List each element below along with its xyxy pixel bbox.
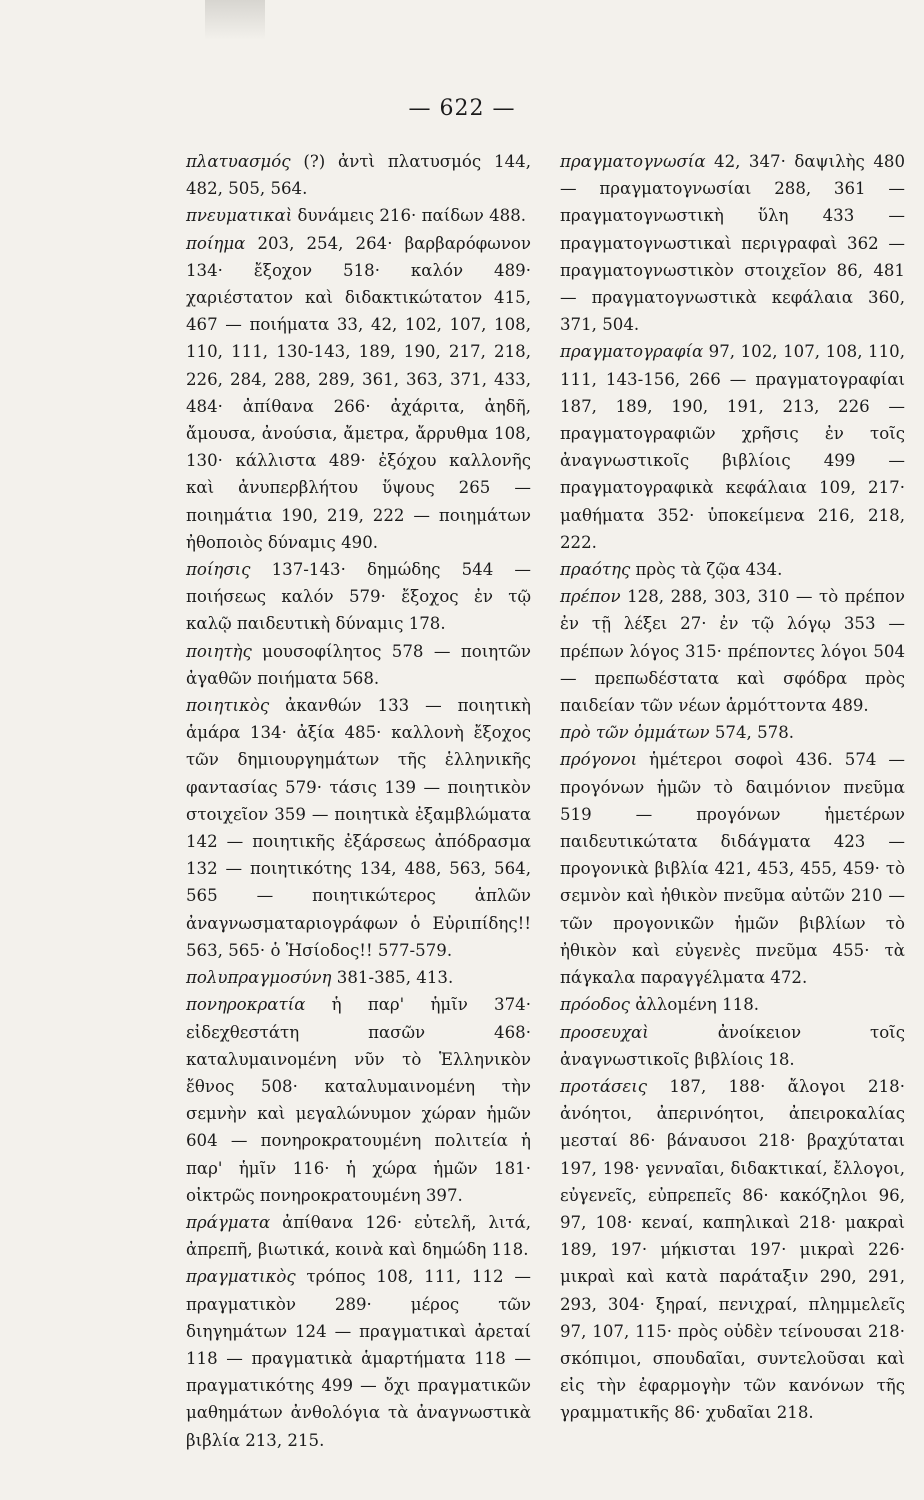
index-entry <box>186 692 531 964</box>
entry-body: πρὸς τὰ ζῷα 434. <box>630 560 783 580</box>
index-column-left <box>186 148 531 1454</box>
index-entry <box>560 148 905 338</box>
entry-body: 42, 347· δαψιλὴς 480 — πραγματογνωσίαι 288, 361 — πραγματογνωστικὴ ὕλη 433 — πραγματογνωστικαὶ περιγραφαὶ 362 — πραγματογνωστικὸν στοιχεῖον 86, 481 — πραγματογνωστικὰ κεφάλαια 360, 371, 504. <box>560 152 905 335</box>
index-entry <box>560 719 905 746</box>
scan-edge-shadow <box>205 0 265 40</box>
index-entry <box>186 148 531 202</box>
entry-term: προσευχαὶ <box>560 1022 649 1042</box>
entry-body: ἡμέτεροι σοφοὶ 436. 574 — προγόνων ἡμῶν τὸ δαιμόνιον πνεῦμα 519 — προγόνων ἡμετέρων παιδευτικώτατα διδάγματα 423 — προγονικὰ βιβλία 421, 453, 455, 459· τὸ σεμνὸν καὶ ἠθικὸν πνεῦμα αὐτῶν 210 — τῶν προγονικῶν ἡμῶν βιβλίων τὸ ἠθικὸν καὶ εὐγενὲς πνεῦμα 455· τὰ πάγκαλα παραγγέλματα 472. <box>560 750 905 988</box>
entry-body: τρόπος 108, 111, 112 — πραγματικὸν 289· μέρος τῶν διηγημάτων 124 — πραγματικαὶ ἀρεταί 118 — πραγματικὰ ἁμαρτήματα 118 — πραγματικότης 499 — ὄχι πραγματικῶν μαθημάτων ἀνθολόγια τὰ ἀναγνωστικὰ βιβλία 213, 215. <box>186 1267 531 1450</box>
entry-body: δυνάμεις 216· παίδων 488. <box>292 206 527 226</box>
index-entry <box>560 1019 905 1073</box>
index-entry <box>560 556 905 583</box>
entry-term: πραγματικὸς <box>186 1267 296 1287</box>
entry-body: 137-143· δημώδης 544 — ποιήσεως καλόν 579· ἔξοχος ἐν τῷ καλῷ παιδευτικὴ δύναμις 178. <box>186 560 531 634</box>
index-entry <box>560 1073 905 1427</box>
index-entry <box>560 746 905 991</box>
entry-term: πραγματογραφία <box>560 342 704 362</box>
entry-body: 203, 254, 264· βαρβαρόφωνον 134· ἔξοχον 518· καλόν 489· χαριέστατον καὶ διδακτικώτατον 415, 467 — ποιήματα 33, 42, 102, 107, 108, 110, 111, 130-143, 189, 190, 217, 218, 226, 284, 288, 289, 361, 363, 371, 433, 484· ἀπίθανα 266· ἀχάριτα, ἀηδῆ, ἄμουσα, ἀνούσια, ἄμετρα, ἄρρυθμα 108, 130· κάλλιστα 489· ἐξόχου καλλονῆς καὶ ἀνυπερβλήτου ὕψους 265 — ποιημάτια 190, 219, 222 — ποιημάτων ἠθοποιὸς δύναμις 490. <box>186 233 531 552</box>
entry-term: πρόγονοι <box>560 750 638 770</box>
entry-term: ποίημα <box>186 233 246 253</box>
page-number: — 622 — <box>408 96 516 121</box>
entry-body: ἀπίθανα 126· εὐτελῆ, λιτά, ἀπρεπῆ, βιωτικά, κοινὰ καὶ δημώδη 118. <box>186 1212 531 1260</box>
entry-term: πλατυασμός <box>186 152 291 171</box>
entry-term: πολυπραγμοσύνη <box>186 968 332 988</box>
entry-term: ποιητὴς <box>186 641 252 661</box>
entry-body: 187, 188· ἄλογοι 218· ἀνόητοι, ἀπερινόητοι, ἀπειροκαλίας μεσταί 86· βάναυσοι 218· βραχύταται 197, 198· γενναῖαι, διδακτικαί, ἔλλογοι, εὐγενεῖς, εὐπρεπεῖς 86· κακόζηλοι 96, 97, 108· κεναί, καπηλικαὶ 218· μακραὶ 189, 197· μήκισται 197· μικραὶ 226· μικραὶ καὶ κατὰ παράταξιν 290, 291, 293, 304· ξηραί, πενιχραί, πλημμελεῖς 97, 107, 115· πρὸς οὐδὲν τείνουσαι 218· σκόπιμοι, σπουδαῖαι, συντελοῦσαι καὶ εἰς τὴν ἐφαρμογὴν τῶν κανόνων τῆς γραμματικῆς 86· χυδαῖαι 218. <box>560 1076 905 1423</box>
index-entry <box>186 964 531 991</box>
entry-body: 97, 102, 107, 108, 110, 111, 143-156, 266 — πραγματογραφίαι 187, 189, 190, 191, 213, 226 — πραγματογραφιῶν χρῆσις ἐν τοῖς ἀναγνωστικοῖς βιβλίοις 499 — πραγματογραφικὰ κεφάλαια 109, 217· μαθήματα 352· ὑποκείμενα 216, 218, 222. <box>560 342 905 552</box>
index-entry <box>186 991 531 1209</box>
index-entry <box>186 202 531 229</box>
entry-body: (?) ἀντὶ πλατυσμός 144, 482, 505, 564. <box>186 152 531 199</box>
index-entry <box>560 583 905 719</box>
entry-body: μουσοφίλητος 578 — ποιητῶν ἀγαθῶν ποιήματα 568. <box>186 641 531 688</box>
index-column-right <box>560 148 905 1427</box>
entry-body: ἀνοίκειον τοῖς ἀναγνωστικοῖς βιβλίοις 18. <box>560 1022 905 1069</box>
entry-term: πονηροκρατία <box>186 995 306 1015</box>
entry-term: πράγματα <box>186 1212 271 1232</box>
entry-term: πραγματογνωσία <box>560 152 706 171</box>
entry-body: ἡ παρ' ἡμῖν 374· εἰδεχθεστάτη πασῶν 468· καταλυμαινομένη νῦν τὸ Ἑλληνικὸν ἔθνος 508· καταλυμαινομένη τὴν σεμνὴν καὶ μεγαλώνυμον χώραν ἡμῶν 604 — πονηροκρατουμένη πολιτεία ἡ παρ' ἡμῖν 116· ἡ χώρα ἡμῶν 181· οἰκτρῶς πονηροκρατουμένη 397. <box>186 995 531 1205</box>
entry-term: πραότης <box>560 560 631 580</box>
entry-body: ἀλλομένη 118. <box>629 995 760 1015</box>
index-entry <box>186 556 531 638</box>
index-entry <box>186 1263 531 1453</box>
entry-term: προτάσεις <box>560 1076 648 1096</box>
index-entry <box>186 230 531 556</box>
entry-term: πρέπον <box>560 587 621 607</box>
entry-body: 128, 288, 303, 310 — τὸ πρέπον ἐν τῇ λέξει 27· ἐν τῷ λόγῳ 353 — πρέπων λόγος 315· πρέποντες λόγοι 504 — πρεπωδέστατα καὶ σφόδρα πρὸς παιδείαν τῶν νέων ἁρμόττοντα 489. <box>560 587 905 716</box>
entry-term: πρόοδος <box>560 995 630 1015</box>
entry-body: 574, 578. <box>709 723 795 743</box>
entry-body: 381-385, 413. <box>331 968 454 988</box>
index-entry <box>186 1209 531 1263</box>
index-entry <box>186 638 531 692</box>
entry-term: πνευματικαὶ <box>186 206 293 226</box>
entry-term: ποιητικὸς <box>186 696 270 716</box>
entry-term: πρὸ τῶν ὀμμάτων <box>560 723 710 743</box>
entry-term: ποίησις <box>186 560 251 580</box>
index-entry <box>560 338 905 556</box>
entry-body: ἀκανθών 133 — ποιητικὴ ἁμάρα 134· ἀξία 485· καλλονὴ ἔξοχος τῶν δημιουργημάτων τῆς ἑλληνικῆς φαντασίας 579· τάσις 139 — ποιητικὸν στοιχεῖον 359 — ποιητικὰ ἐξαμβλώματα 142 — ποιητικῆς ἐξάρσεως ἀπόδρασμα 132 — ποιητικότης 134, 488, 563, 564, 565 — ποιητικώτερος ἁπλῶν ἀναγνωσματαριογράφων ὁ Εὐριπίδης!! 563, 565· ὁ Ἡσίοδος!! 577-579. <box>186 696 531 960</box>
index-entry <box>560 991 905 1018</box>
